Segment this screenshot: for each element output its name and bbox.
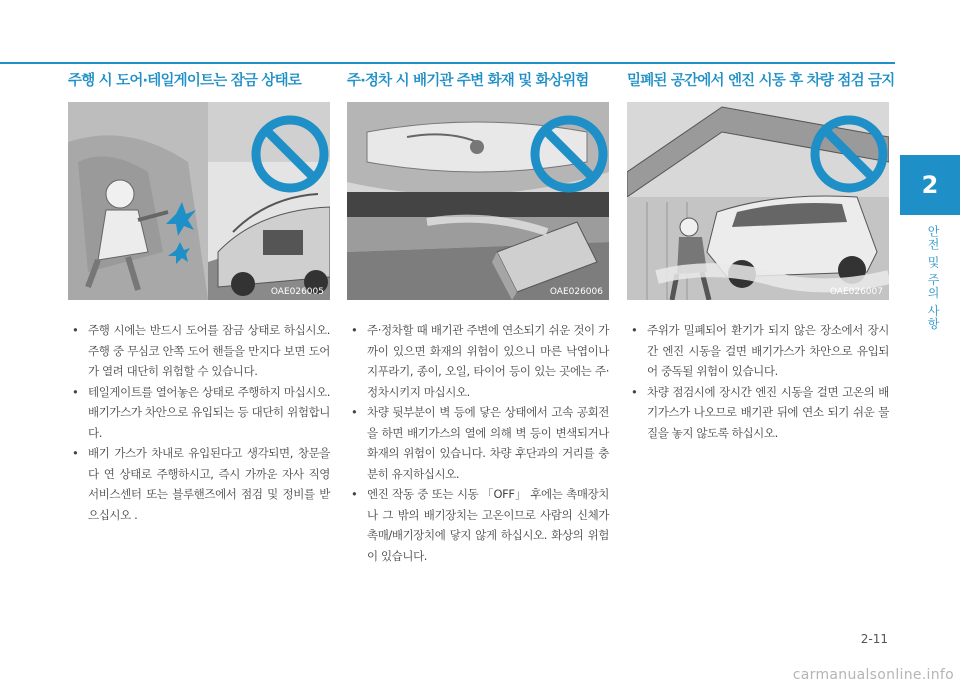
chapter-label: 안전 및 주의 사항 <box>926 225 940 331</box>
list-item: • 주행 시에는 반드시 도어를 잠금 상태로 하십시오. 주행 중 무심코 안쪽 도어 핸들을 만지다 보면 도어가 열려 대단히 위험할 수 있습니다. <box>68 320 330 382</box>
image-code: OAE026005 <box>270 287 324 297</box>
bullet-dot: • <box>351 405 358 419</box>
exhaust-near-box-illustration <box>347 102 609 300</box>
list-item: • 배기 가스가 차내로 유입된다고 생각되면, 창문을 다 연 상태로 주행하시고, 즉시 가까운 자사 직영 서비스센터 또는 블루핸즈에서 점검 및 정비를 받으십시오 . <box>68 443 330 525</box>
list-item: • 테일게이트를 열어놓은 상태로 주행하지 마십시오. 배기가스가 차안으로 유입되는 등 대단히 위험합니다. <box>68 382 330 444</box>
watermark: carmanualsonline.info <box>792 667 954 683</box>
list-item: • 주·정차할 때 배기관 주변에 연소되기 쉬운 것이 가까이 있으면 화재의 위험이 있으니 마른 낙엽이나 지푸라기, 종이, 오일, 타이어 등이 있는 곳에는 주·정차시키지 마십시오. <box>347 320 609 402</box>
bullet-list <box>68 320 330 525</box>
bullet-list <box>627 320 889 443</box>
illustration-exhaust <box>347 102 609 300</box>
section-door-tailgate <box>68 70 330 525</box>
child-in-car-illustration <box>68 102 330 300</box>
bullet-list <box>347 320 609 566</box>
page-number: 2-11 <box>860 632 888 646</box>
bullet-dot: • <box>72 446 79 460</box>
illustration-child-door <box>68 102 330 300</box>
top-rule <box>0 62 895 64</box>
list-item: • 차량 뒷부분이 벽 등에 닿은 상태에서 고속 공회전을 하면 배기가스의 열에 의해 벽 등이 변색되거나 화재의 위험이 있습니다. 차량 후단과의 거리를 충분히 유지하십시오. <box>347 402 609 484</box>
illustration-garage <box>627 102 889 300</box>
bullet-dot: • <box>351 323 358 337</box>
section-title: 주행 시 도어·테일게이트는 잠금 상태로 <box>68 73 302 89</box>
chapter-number: 2 <box>921 171 939 199</box>
list-item: • 엔진 작동 중 또는 시동 「OFF」 후에는 촉매장치나 그 밖의 배기장치는 고온이므로 사람의 신체가 촉매/배기장치에 닿지 않게 하십시오. 화상의 위험이 있습니다. <box>347 484 609 566</box>
section-exhaust-fire <box>347 70 609 566</box>
section-title: 밀폐된 공간에서 엔진 시동 후 차량 점검 금지 <box>627 73 895 89</box>
image-code: OAE026006 <box>549 287 603 297</box>
bullet-dot: • <box>72 384 79 399</box>
bullet-dot: • <box>351 487 358 501</box>
bullet-dot: • <box>72 323 79 337</box>
list-item: • 차량 점검시에 장시간 엔진 시동을 걸면 고온의 배기가스가 나오므로 배기관 뒤에 연소 되기 쉬운 물질을 놓지 않도록 하십시오. <box>627 382 889 444</box>
bullet-dot: • <box>631 323 638 337</box>
bullet-dot: • <box>631 384 638 399</box>
section-enclosed-space <box>627 70 895 443</box>
chapter-tab[interactable] <box>900 155 960 215</box>
image-code: OAE026007 <box>829 287 883 297</box>
car-in-garage-illustration <box>627 102 889 300</box>
section-title: 주·정차 시 배기관 주변 화재 및 화상위험 <box>347 73 589 89</box>
list-item: • 주위가 밀폐되어 환기가 되지 않은 장소에서 장시간 엔진 시동을 걸면 배기가스가 차안으로 유입되어 중독될 위험이 있습니다. <box>627 320 889 382</box>
